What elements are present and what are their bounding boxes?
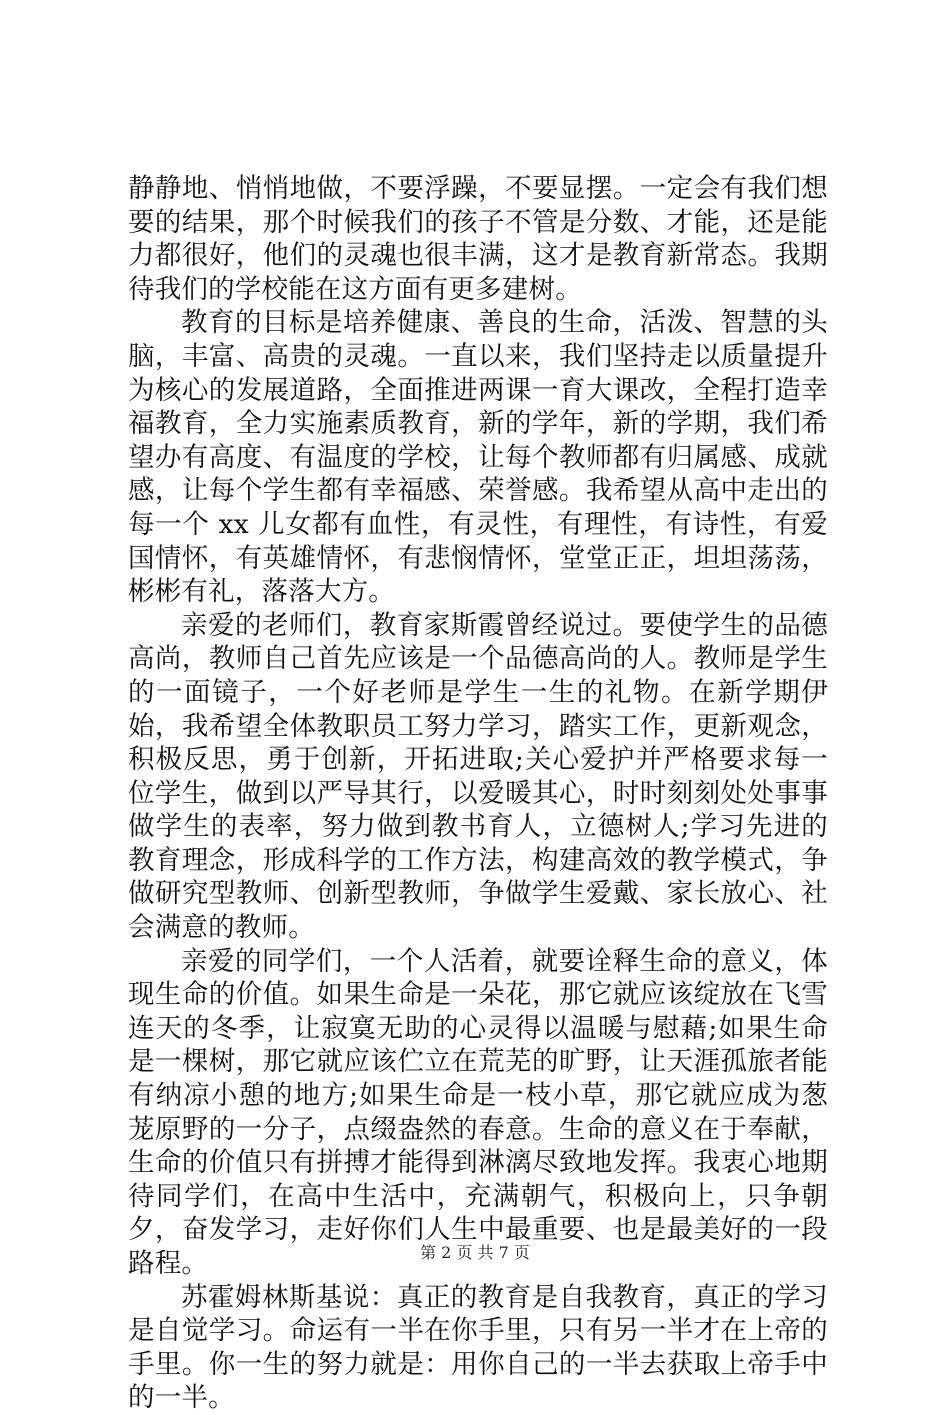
paragraph-students: 亲爱的同学们，一个人活着，就要诠释生命的意义，体现生命的价值。如果生命是一朵花，那它就应该绽放在飞雪连天的冬季，让寂寞无助的心灵得以温暖与慰藉;如果生命是一棵树，那它就应该伫立在荒芜的旷野，让天涯孤旅者能有纳凉小憩的地方;如果生命是一枝小草，那它就应成为葱茏原野的一分子，点缀盎然的春意。生命的意义在于奉献，生命的价值只有拼搏才能得到淋漓尽致地发挥。我衷心地期待同学们，在高中生活中，充满朝气，积极向上，只争朝夕，奋发学习，走好你们人生中最重要、也是最美好的一段路程。 <box>128 945 828 1279</box>
document-body <box>128 172 828 1415</box>
paragraph-quote: 苏霍姆林斯基说：真正的教育是自我教育，真正的学习是自觉学习。命运有一半在你手里，只有另一半才在上帝的手里。你一生的努力就是：用你自己的一半去获取上帝手中的一半。 <box>128 1281 828 1414</box>
paragraph-continuation: 静静地、悄悄地做，不要浮躁，不要显摆。一定会有我们想要的结果，那个时候我们的孩子不管是分数、才能，还是能力都很好，他们的灵魂也很丰满，这才是教育新常态。我期待我们的学校能在这方面有更多建树。 <box>128 173 828 305</box>
page-number: 第 2 页 共 7 页 <box>420 1243 530 1262</box>
paragraph-teachers: 亲爱的老师们，教育家斯霞曾经说过。要使学生的品德高尚，教师自己首先应该是一个品德高尚的人。教师是学生的一面镜子，一个好老师是学生一生的礼物。在新学期伊始，我希望全体教职员工努力学习，踏实工作，更新观念，积极反思，勇于创新，开拓进取;关心爱护并严格要求每一位学生，做到以严导其行，以爱暖其心，时时刻刻处处事事做学生的表率，努力做到教书育人，立德树人;学习先进的教育理念，形成科学的工作方法，构建高效的教学模式，争做研究型教师、创新型教师，争做学生爱戴、家长放心、社会满意的教师。 <box>128 609 828 944</box>
paragraph-education-goal: 教育的目标是培养健康、善良的生命，活泼、智慧的头脑，丰富、高贵的灵魂。一直以来，我们坚持走以质量提升为核心的发展道路，全面推进两课一育大课改，全程打造幸福教育，全力实施素质教育，新的学年，新的学期，我们希望办有高度、有温度的学校，让每个教师都有归属感、成就感，让每个学生都有幸福感、荣誉感。我希望从高中走出的每一个 xx 儿女都有血性，有灵性，有理性，有诗性，有爱国情怀，有英雄情怀，有悲悯情怀，堂堂正正，坦坦荡荡，彬彬有礼，落落大方。 <box>128 307 828 608</box>
